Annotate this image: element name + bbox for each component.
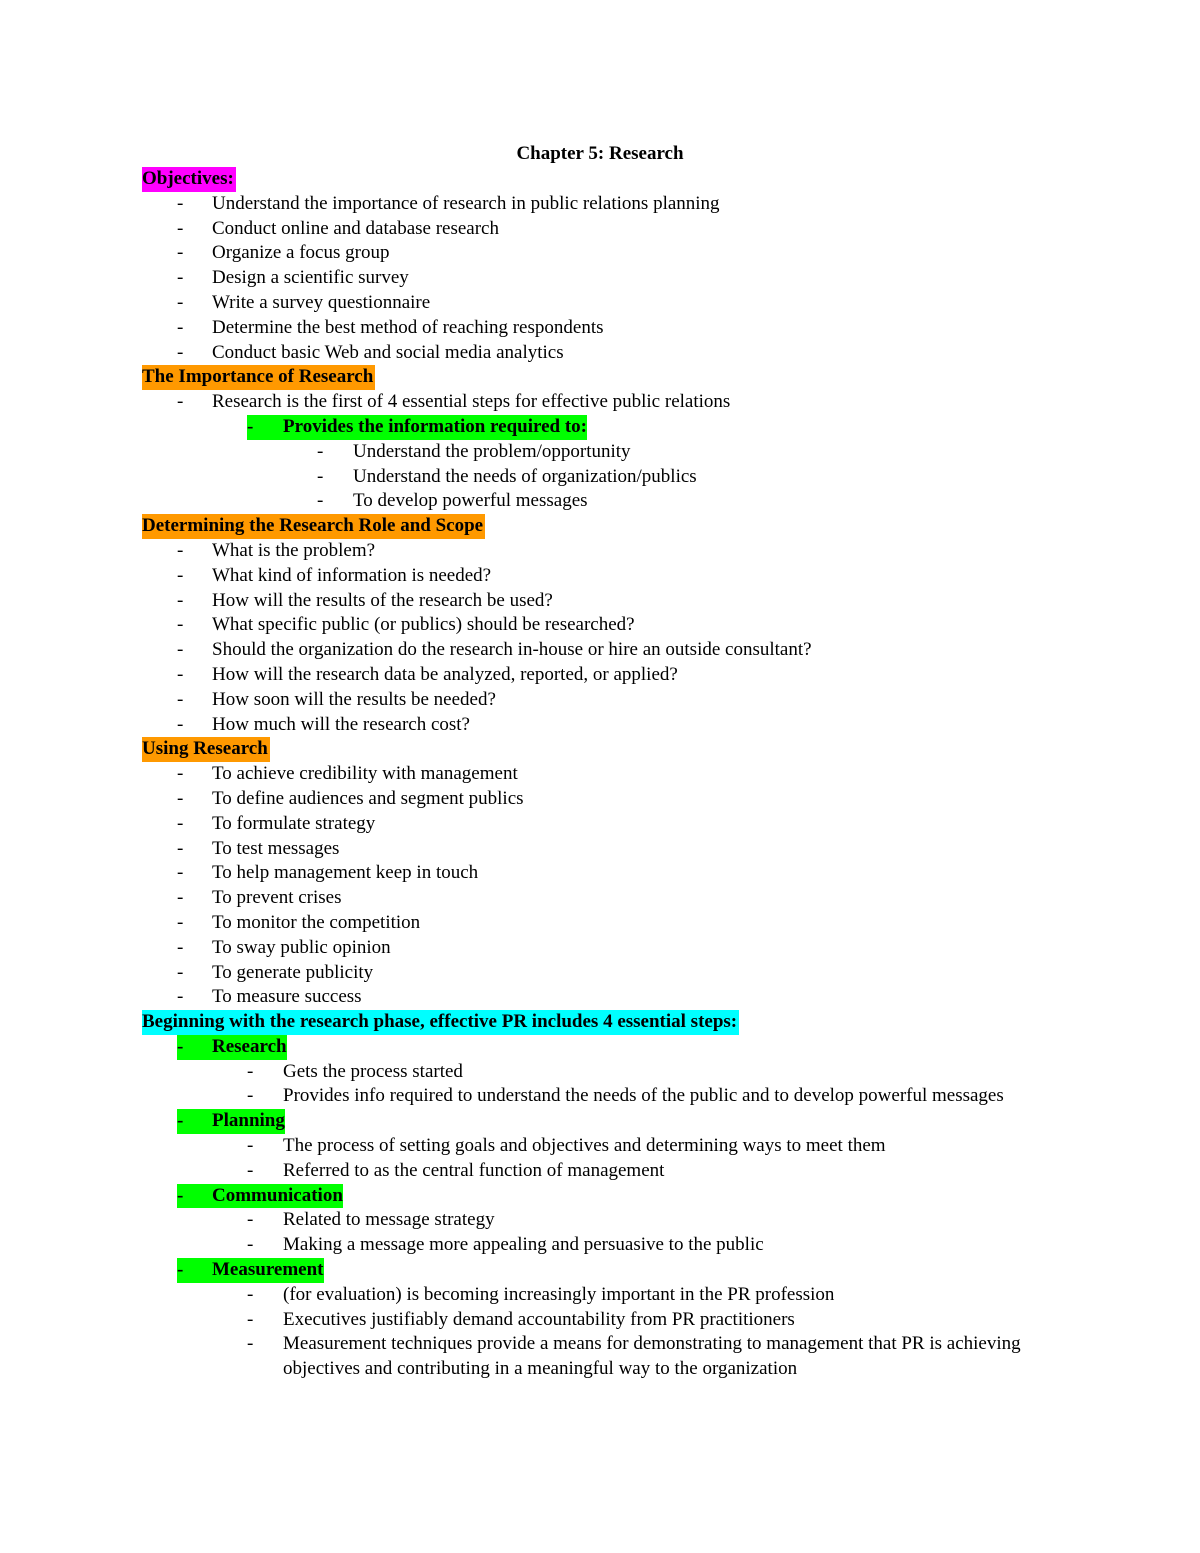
list-item bbox=[142, 589, 1062, 614]
subitem-text: Understand the problem/opportunity bbox=[353, 440, 631, 462]
objective-text: Conduct online and database research bbox=[212, 217, 499, 239]
using-text: To achieve credibility with management bbox=[212, 763, 518, 785]
importance-subheading bbox=[142, 415, 1062, 440]
bullet: - bbox=[177, 688, 184, 710]
step-detail-text: (for evaluation) is becoming increasingly important in the PR profession bbox=[283, 1283, 835, 1305]
list-item bbox=[142, 713, 1062, 738]
bullet: - bbox=[247, 1283, 254, 1305]
list-item bbox=[142, 217, 1062, 242]
objectives-heading-text: Objectives: bbox=[142, 167, 236, 192]
objective-text: Write a survey questionnaire bbox=[212, 291, 431, 313]
bullet: - bbox=[177, 316, 184, 338]
bullet: - bbox=[177, 589, 184, 611]
document-body bbox=[142, 167, 1062, 1382]
bullet: - bbox=[177, 639, 184, 661]
objective-text: Organize a focus group bbox=[212, 242, 390, 264]
bullet: - bbox=[177, 539, 184, 561]
bullet: - bbox=[177, 291, 184, 313]
bullet: - bbox=[247, 1234, 254, 1256]
list-item bbox=[142, 911, 1062, 936]
bullet: - bbox=[177, 614, 184, 636]
bullet: - bbox=[177, 192, 184, 214]
step-label: Measurement bbox=[212, 1259, 324, 1281]
list-item bbox=[142, 1233, 1062, 1258]
question-text: What kind of information is needed? bbox=[212, 564, 492, 586]
using-text: To generate publicity bbox=[212, 961, 374, 983]
objective-text: Design a scientific survey bbox=[212, 267, 409, 289]
step-highlight bbox=[177, 1035, 287, 1060]
list-item bbox=[142, 465, 1062, 490]
using-heading bbox=[142, 737, 1062, 762]
using-text: To help management keep in touch bbox=[212, 862, 479, 884]
list-item bbox=[142, 1134, 1062, 1159]
question-text: How will the results of the research be used? bbox=[212, 589, 553, 611]
list-item bbox=[142, 266, 1062, 291]
page-title: Chapter 5: Research bbox=[516, 143, 684, 164]
bullet: - bbox=[317, 465, 324, 487]
step-research bbox=[142, 1035, 1062, 1060]
using-heading-text: Using Research bbox=[142, 737, 270, 762]
step-detail-text: Making a message more appealing and persuasive to the public bbox=[283, 1234, 764, 1256]
using-text: To monitor the competition bbox=[212, 911, 421, 933]
list-item bbox=[142, 663, 1062, 688]
bullet: - bbox=[177, 267, 184, 289]
list-item bbox=[142, 1208, 1062, 1233]
step-detail-text: Referred to as the central function of management bbox=[283, 1159, 665, 1181]
importance-heading bbox=[142, 365, 1062, 390]
bullet: - bbox=[177, 1035, 184, 1057]
bullet: - bbox=[247, 1209, 254, 1231]
step-highlight bbox=[177, 1258, 324, 1283]
list-item bbox=[142, 539, 1062, 564]
list-item bbox=[142, 638, 1062, 663]
list-item bbox=[142, 762, 1062, 787]
step-detail-text: Related to message strategy bbox=[283, 1209, 495, 1231]
step-label: Research bbox=[212, 1035, 287, 1057]
bullet: - bbox=[177, 1110, 184, 1132]
step-highlight bbox=[177, 1109, 285, 1134]
bullet: - bbox=[177, 812, 184, 834]
question-text: What is the problem? bbox=[212, 539, 376, 561]
list-item bbox=[142, 985, 1062, 1010]
bullet: - bbox=[247, 1308, 254, 1330]
list-item bbox=[142, 1084, 1062, 1109]
subitem-text: Understand the needs of organization/publics bbox=[353, 465, 697, 487]
bullet: - bbox=[177, 713, 184, 735]
list-item bbox=[142, 787, 1062, 812]
bullet: - bbox=[247, 1135, 254, 1157]
bullet: - bbox=[177, 663, 184, 685]
bullet: - bbox=[177, 837, 184, 859]
list-item bbox=[142, 961, 1062, 986]
bullet: - bbox=[177, 961, 184, 983]
list-item bbox=[142, 241, 1062, 266]
objective-text: Conduct basic Web and social media analytics bbox=[212, 341, 564, 363]
step-detail-text: The process of setting goals and objectives and determining ways to meet them bbox=[283, 1135, 886, 1157]
list-item bbox=[142, 613, 1062, 638]
bullet: - bbox=[177, 1259, 184, 1281]
list-item bbox=[142, 1332, 1062, 1382]
step-highlight bbox=[177, 1184, 343, 1209]
question-text: How much will the research cost? bbox=[212, 713, 470, 735]
step-label: Planning bbox=[212, 1110, 285, 1132]
question-text: Should the organization do the research in-house or hire an outside consultant? bbox=[212, 639, 812, 661]
role-scope-heading bbox=[142, 514, 1062, 539]
step-detail-text: Measurement techniques provide a means for demonstrating to management that PR is achieving objectives and contributing in a meaningful way to the organization bbox=[283, 1333, 1021, 1380]
list-item bbox=[142, 440, 1062, 465]
objective-text: Determine the best method of reaching respondents bbox=[212, 316, 604, 338]
list-item bbox=[142, 1308, 1062, 1333]
list-item bbox=[142, 837, 1062, 862]
step-measurement bbox=[142, 1258, 1062, 1283]
bullet: - bbox=[177, 391, 184, 413]
using-text: To measure success bbox=[212, 986, 362, 1008]
list-item bbox=[142, 291, 1062, 316]
question-text: How will the research data be analyzed, reported, or applied? bbox=[212, 663, 678, 685]
bullet: - bbox=[317, 490, 324, 512]
bullet: - bbox=[177, 242, 184, 264]
using-text: To test messages bbox=[212, 837, 340, 859]
step-detail-text: Executives justifiably demand accountability from PR practitioners bbox=[283, 1308, 795, 1330]
subheading-text: Provides the information required to: bbox=[283, 415, 587, 437]
importance-text: Research is the first of 4 essential steps for effective public relations bbox=[212, 391, 731, 413]
steps-heading-text: Beginning with the research phase, effective PR includes 4 essential steps: bbox=[142, 1010, 739, 1035]
bullet: - bbox=[247, 1085, 254, 1107]
objective-text: Understand the importance of research in public relations planning bbox=[212, 192, 720, 214]
bullet: - bbox=[177, 763, 184, 785]
list-item bbox=[142, 936, 1062, 961]
role-scope-heading-text: Determining the Research Role and Scope bbox=[142, 514, 485, 539]
step-label: Communication bbox=[212, 1184, 343, 1206]
step-detail-text: Provides info required to understand the needs of the public and to develop powerful messages bbox=[283, 1085, 1004, 1107]
step-detail-text: Gets the process started bbox=[283, 1060, 463, 1082]
subitem-text: To develop powerful messages bbox=[353, 490, 588, 512]
bullet: - bbox=[247, 1333, 254, 1355]
list-item bbox=[142, 192, 1062, 217]
subheading-highlight bbox=[247, 415, 587, 440]
using-text: To formulate strategy bbox=[212, 812, 376, 834]
steps-heading bbox=[142, 1010, 1062, 1035]
bullet: - bbox=[177, 1184, 184, 1206]
list-item bbox=[142, 341, 1062, 366]
importance-heading-text: The Importance of Research bbox=[142, 365, 375, 390]
using-text: To prevent crises bbox=[212, 887, 342, 909]
list-item bbox=[142, 886, 1062, 911]
list-item bbox=[142, 489, 1062, 514]
list-item bbox=[142, 1283, 1062, 1308]
step-planning bbox=[142, 1109, 1062, 1134]
objectives-heading bbox=[142, 167, 1062, 192]
bullet: - bbox=[177, 341, 184, 363]
bullet: - bbox=[317, 440, 324, 462]
list-item bbox=[142, 390, 1062, 415]
list-item bbox=[142, 812, 1062, 837]
list-item bbox=[142, 688, 1062, 713]
bullet: - bbox=[177, 986, 184, 1008]
list-item bbox=[142, 861, 1062, 886]
using-text: To sway public opinion bbox=[212, 936, 391, 958]
bullet: - bbox=[177, 936, 184, 958]
using-text: To define audiences and segment publics bbox=[212, 787, 524, 809]
list-item bbox=[142, 1159, 1062, 1184]
bullet: - bbox=[177, 564, 184, 586]
question-text: How soon will the results be needed? bbox=[212, 688, 496, 710]
bullet: - bbox=[177, 862, 184, 884]
bullet: - bbox=[247, 1060, 254, 1082]
bullet: - bbox=[177, 911, 184, 933]
bullet: - bbox=[177, 787, 184, 809]
question-text: What specific public (or publics) should be researched? bbox=[212, 614, 635, 636]
list-item bbox=[142, 316, 1062, 341]
list-item bbox=[142, 564, 1062, 589]
list-item bbox=[142, 1060, 1062, 1085]
bullet: - bbox=[247, 1159, 254, 1181]
bullet: - bbox=[177, 217, 184, 239]
bullet: - bbox=[247, 415, 254, 437]
step-communication bbox=[142, 1184, 1062, 1209]
bullet: - bbox=[177, 887, 184, 909]
